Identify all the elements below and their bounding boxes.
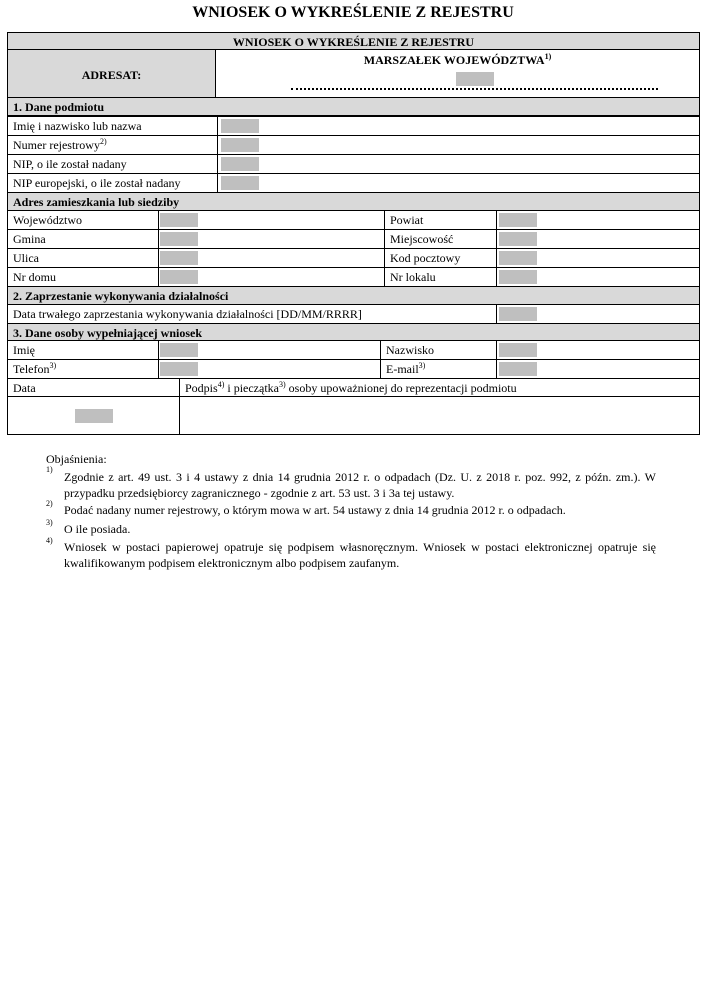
section2-header xyxy=(7,286,700,305)
signature-label-part: i pieczątka xyxy=(224,381,279,395)
address-label-powiat xyxy=(384,210,497,230)
address-label-apartment xyxy=(384,267,497,287)
email-field[interactable] xyxy=(499,362,537,376)
name-field[interactable] xyxy=(221,119,259,133)
form-header xyxy=(7,32,700,50)
section1-title: 1. Dane podmiotu xyxy=(13,100,105,114)
signature-label xyxy=(185,381,517,395)
section3-header xyxy=(7,323,700,341)
page-title: WNIOSEK O WYKREŚLENIE Z REJESTRU xyxy=(192,4,514,21)
section1-value-eunip xyxy=(217,173,700,193)
note-text: Zgodnie z art. 49 ust. 3 i 4 ustawy z dnia 14 grudnia 2012 r. o odpadach (Dz. U. z 2018 r. poz. 992, z późn. zm.). W przypadku przedsiębiorcy zagranicznego - zgodnie z art. 53 ust. 3 i 3a tej ustawy. xyxy=(64,470,656,500)
section1-row-regnum xyxy=(7,135,218,155)
imie-label-cell xyxy=(7,340,159,360)
address-label-house xyxy=(7,267,159,287)
address-title: Adres zamieszkania lub siedziby xyxy=(13,195,180,209)
last-name-field[interactable] xyxy=(499,343,537,357)
telefon-label: Telefon xyxy=(13,362,50,376)
telefon-label-cell xyxy=(7,359,159,379)
address-label: Kod pocztowy xyxy=(390,251,461,265)
address-label-postcode xyxy=(384,248,497,268)
voivodeship-input[interactable] xyxy=(160,213,198,227)
date-value-cell xyxy=(7,396,180,435)
street-input[interactable] xyxy=(160,251,198,265)
section1-row-name xyxy=(7,116,218,136)
address-label: Gmina xyxy=(13,232,46,246)
address-label: Województwo xyxy=(13,213,83,227)
form-header-text: WNIOSEK O WYKREŚLENIE Z REJESTRU xyxy=(232,35,475,49)
email-footnote: 3) xyxy=(418,361,426,370)
telefon-value-cell xyxy=(158,359,381,379)
cessation-date-value-cell xyxy=(496,304,700,324)
section1-row-nip xyxy=(7,154,218,174)
first-name-field[interactable] xyxy=(160,343,198,357)
eu-nip-field[interactable] xyxy=(221,176,259,190)
address-value-apartment xyxy=(496,267,700,287)
nazwisko-label: Nazwisko xyxy=(386,343,434,357)
section1-value-regnum xyxy=(217,135,700,155)
row-label: Numer rejestrowy xyxy=(13,138,100,152)
cessation-date-label-cell xyxy=(7,304,497,324)
adresat-label-cell xyxy=(7,49,216,98)
address-label-street xyxy=(7,248,159,268)
section1-value-name xyxy=(217,116,700,136)
voivodeship-dotted-line xyxy=(291,88,658,90)
signature-label-part: osoby upoważnionej do reprezentacji podmiotu xyxy=(285,381,517,395)
address-value-house xyxy=(158,267,385,287)
imie-label: Imię xyxy=(13,343,35,357)
section1-value-nip xyxy=(217,154,700,174)
address-value-powiat xyxy=(496,210,700,230)
nazwisko-label-cell xyxy=(380,340,497,360)
address-value-postcode xyxy=(496,248,700,268)
section1-header xyxy=(7,97,700,116)
signature-footnote: 3) xyxy=(279,380,286,389)
apartment-number-input[interactable] xyxy=(499,270,537,284)
recipient-title xyxy=(216,52,699,68)
registration-number-field[interactable] xyxy=(221,138,259,152)
address-label: Powiat xyxy=(390,213,424,227)
address-value-street xyxy=(158,248,385,268)
note-number: 1) xyxy=(46,465,53,474)
adresat-recipient-cell xyxy=(215,49,700,98)
row-label: NIP, o ile został nadany xyxy=(13,157,127,171)
address-label: Miejscowość xyxy=(390,232,454,246)
signature-area[interactable] xyxy=(179,396,700,435)
section3-title: 3. Dane osoby wypełniającej wniosek xyxy=(13,326,203,340)
nazwisko-value-cell xyxy=(496,340,700,360)
powiat-input[interactable] xyxy=(499,213,537,227)
notes-title: Objaśnienia: xyxy=(46,452,107,466)
signature-label-part: Podpis xyxy=(185,381,218,395)
row-label: Imię i nazwisko lub nazwa xyxy=(13,119,142,133)
note-text: Wniosek w postaci papierowej opatruje się podpisem własnoręcznym. Wniosek w postaci elektronicznej opatruje się kwalifikowanym podpisem elektronicznym albo podpisem zaufanym. xyxy=(64,540,656,570)
email-label: E-mail xyxy=(386,362,419,376)
address-label-locality xyxy=(384,229,497,249)
note-number: 4) xyxy=(46,536,53,545)
note-number: 2) xyxy=(46,499,53,508)
nip-field[interactable] xyxy=(221,157,259,171)
address-label: Nr lokalu xyxy=(390,270,436,284)
row-label: NIP europejski, o ile został nadany xyxy=(13,176,181,190)
row-footnote: 2) xyxy=(99,137,107,146)
email-value-cell xyxy=(496,359,700,379)
section1-row-eunip xyxy=(7,173,218,193)
address-value-gmina xyxy=(158,229,385,249)
recipient-footnote: 1) xyxy=(544,52,552,61)
date-field[interactable] xyxy=(75,409,113,423)
section2-title: 2. Zaprzestanie wykonywania działalności xyxy=(13,289,229,303)
voivodeship-field[interactable] xyxy=(456,72,494,86)
telefon-footnote: 3) xyxy=(49,361,57,370)
note-text: O ile posiada. xyxy=(64,522,131,536)
address-label-voivodeship xyxy=(7,210,159,230)
house-number-input[interactable] xyxy=(160,270,198,284)
cessation-date-field[interactable] xyxy=(499,307,537,321)
signature-footnote: 4) xyxy=(217,380,225,389)
imie-value-cell xyxy=(158,340,381,360)
address-value-locality xyxy=(496,229,700,249)
postcode-input[interactable] xyxy=(499,251,537,265)
cessation-date-label: Data trwałego zaprzestania wykonywania działalności [DD/MM/RRRR] xyxy=(13,307,362,321)
adresat-label: ADRESAT: xyxy=(81,68,142,82)
signature-label-cell xyxy=(179,378,700,397)
address-label: Nr domu xyxy=(13,270,56,284)
recipient-text: MARSZAŁEK WOJEWÓDZTWA xyxy=(363,53,545,67)
date-label: Data xyxy=(13,381,36,395)
locality-input[interactable] xyxy=(499,232,537,246)
address-label: Ulica xyxy=(13,251,39,265)
note-number: 3) xyxy=(46,518,53,527)
date-label-cell xyxy=(7,378,180,397)
address-value-voivodeship xyxy=(158,210,385,230)
phone-field[interactable] xyxy=(160,362,198,376)
address-label-gmina xyxy=(7,229,159,249)
gmina-input[interactable] xyxy=(160,232,198,246)
email-label-cell xyxy=(380,359,497,379)
note-text: Podać nadany numer rejestrowy, o którym mowa w art. 54 ustawy z dnia 14 grudnia 2012 r. o odpadach. xyxy=(64,503,566,517)
address-header xyxy=(7,192,700,211)
